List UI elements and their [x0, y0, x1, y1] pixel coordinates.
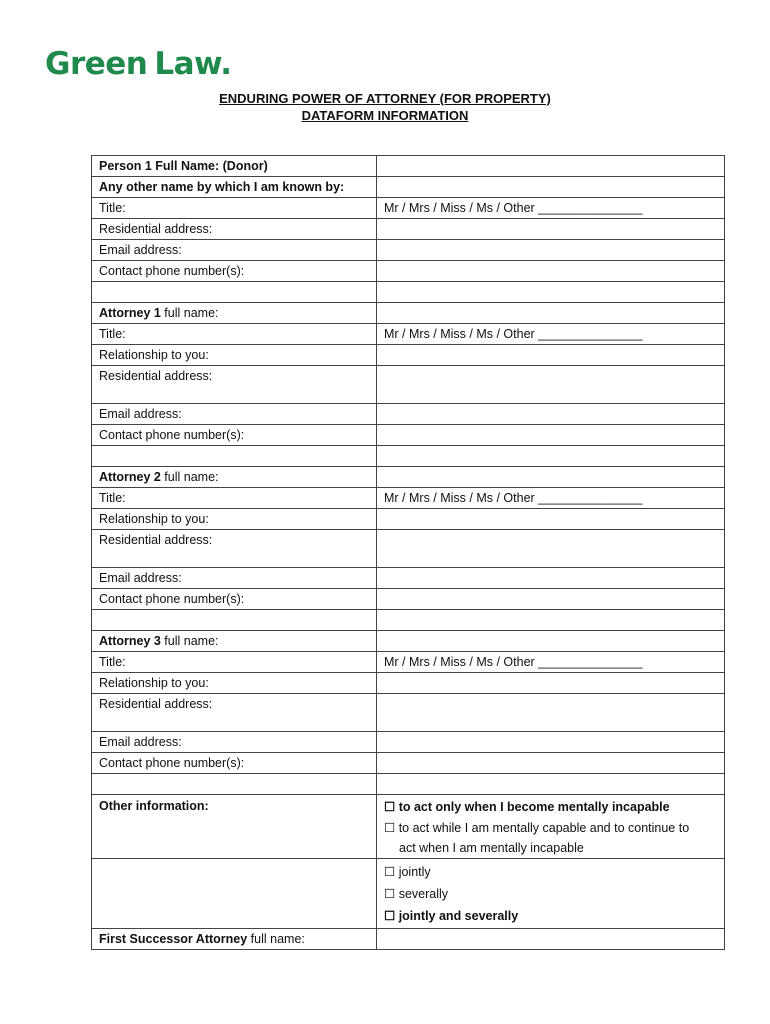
attorney-2-phone-label: Contact phone number(s): — [92, 589, 377, 610]
attorney-1-email-field[interactable] — [377, 404, 725, 425]
attorney-1-residential-field[interactable] — [377, 366, 725, 404]
spacer-row — [92, 282, 725, 303]
logo-law: Law. — [154, 46, 232, 82]
option-incapable-label: to act only when I become mentally incapable — [398, 800, 670, 814]
attorney-2-name-row — [92, 467, 725, 488]
attorney-2-phone-row — [92, 589, 725, 610]
attorney-1-phone-label: Contact phone number(s): — [92, 425, 377, 446]
incapacity-options — [377, 795, 725, 859]
document-heading — [0, 90, 770, 124]
attorney-2-residential-label: Residential address: — [92, 530, 377, 568]
donor-residential-field[interactable] — [377, 219, 725, 240]
donor-residential-row — [92, 219, 725, 240]
attorney-3-phone-row — [92, 753, 725, 774]
donor-title-options[interactable]: Mr / Mrs / Miss / Ms / Other _______________ — [377, 198, 725, 219]
donor-title-row — [92, 198, 725, 219]
attorney-2-title-row — [92, 488, 725, 509]
attorney-3-name-field[interactable] — [377, 631, 725, 652]
heading-line-2: DATAFORM INFORMATION — [301, 108, 469, 123]
option-severally[interactable] — [384, 884, 717, 904]
attorney-3-residential-label: Residential address: — [92, 694, 377, 732]
attorney-2-relationship-row — [92, 509, 725, 530]
spacer-row — [92, 774, 725, 795]
attorney-2-name-rest: full name: — [160, 470, 219, 484]
attorney-1-name-rest: full name: — [160, 306, 219, 320]
option-capable[interactable] — [384, 818, 717, 838]
option-capable-continued: act when I am mentally incapable — [399, 841, 584, 855]
attorney-3-name-label — [92, 631, 377, 652]
option-jointly-severally-label: jointly and severally — [398, 909, 519, 923]
attorney-3-name-rest: full name: — [160, 634, 219, 648]
attorney-1-relationship-field[interactable] — [377, 345, 725, 366]
attorney-2-email-label: Email address: — [92, 568, 377, 589]
attorney-3-title-row — [92, 652, 725, 673]
attorney-2-name-field[interactable] — [377, 467, 725, 488]
spacer-row — [92, 610, 725, 631]
spacer-cell — [377, 446, 725, 467]
spacer-cell — [377, 774, 725, 795]
joint-options-label-cell — [92, 859, 377, 929]
heading-line-1: ENDURING POWER OF ATTORNEY (FOR PROPERTY) — [219, 91, 551, 106]
spacer-cell — [92, 446, 377, 467]
donor-other-name-label: Any other name by which I am known by: — [92, 177, 377, 198]
attorney-1-name-label — [92, 303, 377, 324]
donor-name-label: Person 1 Full Name: (Donor) — [92, 156, 377, 177]
attorney-2-title-label: Title: — [92, 488, 377, 509]
checkbox-icon[interactable]: ☐ — [384, 865, 396, 879]
attorney-3-relationship-row — [92, 673, 725, 694]
attorney-1-email-row — [92, 404, 725, 425]
attorney-2-name-bold: Attorney 2 — [99, 470, 161, 484]
attorney-1-title-row — [92, 324, 725, 345]
spacer-cell — [377, 282, 725, 303]
attorney-2-name-label — [92, 467, 377, 488]
attorney-2-relationship-field[interactable] — [377, 509, 725, 530]
donor-name-row — [92, 156, 725, 177]
first-successor-rest: full name: — [247, 932, 305, 946]
donor-email-label: Email address: — [92, 240, 377, 261]
donor-residential-label: Residential address: — [92, 219, 377, 240]
donor-email-field[interactable] — [377, 240, 725, 261]
attorney-3-phone-label: Contact phone number(s): — [92, 753, 377, 774]
logo-green: Green — [45, 46, 148, 82]
attorney-3-email-field[interactable] — [377, 732, 725, 753]
option-severally-label: severally — [398, 887, 449, 901]
attorney-3-title-label: Title: — [92, 652, 377, 673]
attorney-2-relationship-label: Relationship to you: — [92, 509, 377, 530]
option-jointly[interactable] — [384, 862, 717, 882]
attorney-1-title-label: Title: — [92, 324, 377, 345]
option-incapable[interactable] — [384, 797, 717, 817]
attorney-1-residential-row — [92, 366, 725, 404]
attorney-1-title-options[interactable]: Mr / Mrs / Miss / Ms / Other _______________ — [377, 324, 725, 345]
donor-name-field[interactable] — [377, 156, 725, 177]
spacer-cell — [92, 610, 377, 631]
first-successor-row — [92, 929, 725, 950]
attorney-1-name-field[interactable] — [377, 303, 725, 324]
attorney-1-phone-row — [92, 425, 725, 446]
dataform-table — [91, 155, 725, 950]
option-capable-label: to act while I am mentally capable and to continue to — [398, 821, 690, 835]
attorney-3-name-row — [92, 631, 725, 652]
checkbox-icon[interactable]: ☐ — [384, 887, 396, 901]
spacer-cell — [377, 610, 725, 631]
attorney-3-relationship-label: Relationship to you: — [92, 673, 377, 694]
donor-phone-row — [92, 261, 725, 282]
spacer-row — [92, 446, 725, 467]
attorney-3-residential-field[interactable] — [377, 694, 725, 732]
attorney-3-email-row — [92, 732, 725, 753]
joint-options — [377, 859, 725, 929]
attorney-1-name-row — [92, 303, 725, 324]
spacer-cell — [92, 774, 377, 795]
attorney-1-email-label: Email address: — [92, 404, 377, 425]
attorney-1-name-bold: Attorney 1 — [99, 306, 161, 320]
first-successor-field[interactable] — [377, 929, 725, 950]
other-info-row — [92, 795, 725, 859]
checkbox-icon[interactable]: ☐ — [384, 909, 396, 923]
attorney-3-phone-field[interactable] — [377, 753, 725, 774]
attorney-2-email-field[interactable] — [377, 568, 725, 589]
first-successor-label — [92, 929, 377, 950]
donor-email-row — [92, 240, 725, 261]
donor-other-name-field[interactable] — [377, 177, 725, 198]
donor-title-label: Title: — [92, 198, 377, 219]
attorney-3-name-bold: Attorney 3 — [99, 634, 161, 648]
attorney-1-relationship-label: Relationship to you: — [92, 345, 377, 366]
attorney-3-relationship-field[interactable] — [377, 673, 725, 694]
joint-options-row — [92, 859, 725, 929]
attorney-3-title-options[interactable]: Mr / Mrs / Miss / Ms / Other _______________ — [377, 652, 725, 673]
other-info-label: Other information: — [92, 795, 377, 859]
spacer-cell — [92, 282, 377, 303]
attorney-2-phone-field[interactable] — [377, 589, 725, 610]
attorney-3-residential-row — [92, 694, 725, 732]
option-jointly-label: jointly — [398, 865, 431, 879]
first-successor-bold: First Successor Attorney — [99, 932, 248, 946]
option-jointly-severally[interactable] — [384, 906, 717, 926]
attorney-2-title-options[interactable]: Mr / Mrs / Miss / Ms / Other _______________ — [377, 488, 725, 509]
attorney-1-relationship-row — [92, 345, 725, 366]
checkbox-icon[interactable]: ☐ — [384, 821, 396, 835]
attorney-3-email-label: Email address: — [92, 732, 377, 753]
donor-other-name-row — [92, 177, 725, 198]
donor-phone-label: Contact phone number(s): — [92, 261, 377, 282]
attorney-2-residential-row — [92, 530, 725, 568]
greenlaw-logo — [45, 46, 231, 82]
attorney-2-email-row — [92, 568, 725, 589]
donor-phone-field[interactable] — [377, 261, 725, 282]
checkbox-icon[interactable]: ☐ — [384, 800, 396, 814]
attorney-1-residential-label: Residential address: — [92, 366, 377, 404]
attorney-1-phone-field[interactable] — [377, 425, 725, 446]
attorney-2-residential-field[interactable] — [377, 530, 725, 568]
